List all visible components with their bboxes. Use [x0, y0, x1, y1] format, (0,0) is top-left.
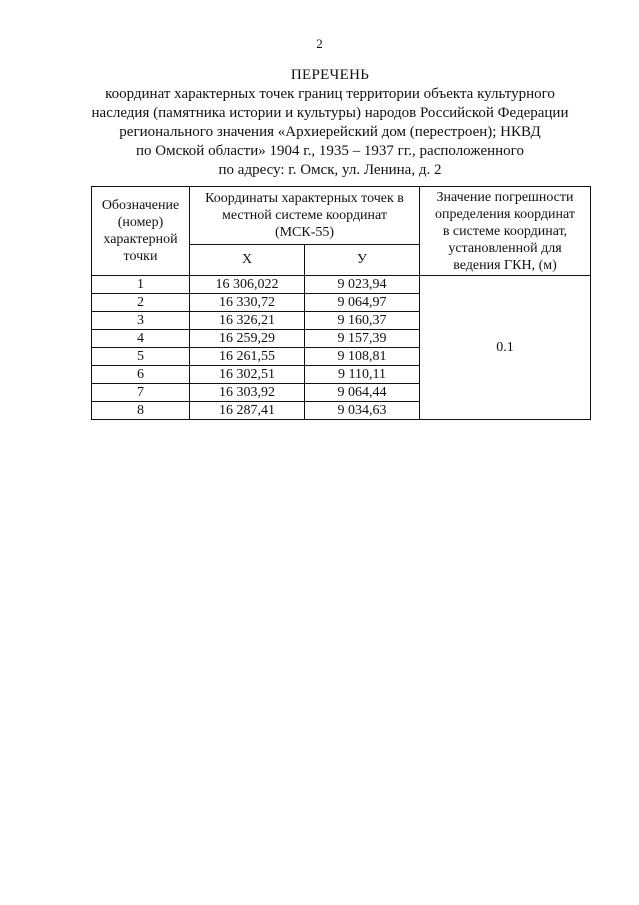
heading-line: по адресу: г. Омск, ул. Ленина, д. 2 — [218, 162, 442, 178]
heading-line: регионального значения «Архиерейский дом (перестроен); НКВД — [119, 124, 541, 140]
header-text: местной системе координат — [221, 208, 388, 223]
header-text: Обозначение — [101, 198, 180, 213]
header-x: X — [190, 245, 305, 276]
header-y: У — [305, 245, 420, 276]
header-text: определения координат — [435, 206, 575, 222]
point-number: 6 — [92, 366, 190, 384]
coord-y: 9 064,97 — [305, 294, 420, 312]
document-title: ПЕРЕЧЕНЬ — [290, 67, 370, 83]
header-text: точки — [123, 249, 158, 264]
header-text: Координаты характерных точек в — [205, 191, 404, 206]
coord-x: 16 303,92 — [190, 384, 305, 402]
document-heading — [60, 66, 600, 180]
header-text: Значение погрешности — [436, 189, 574, 205]
point-number: 8 — [92, 402, 190, 420]
coord-y: 9 064,44 — [305, 384, 420, 402]
table-row — [92, 276, 591, 294]
coord-x: 16 261,55 — [190, 348, 305, 366]
heading-line: наследия (памятника истории и культуры) народов Российской Федерации — [91, 105, 569, 121]
header-text: (номер) — [117, 215, 164, 230]
header-coordinates — [190, 187, 420, 245]
point-number: 7 — [92, 384, 190, 402]
coord-x: 16 306,022 — [190, 276, 305, 294]
coord-x: 16 302,51 — [190, 366, 305, 384]
header-text: установленной для — [448, 240, 562, 256]
heading-line: координат характерных точек границ территории объекта культурного — [105, 86, 555, 102]
coord-y: 9 110,11 — [305, 366, 420, 384]
coord-x: 16 259,29 — [190, 330, 305, 348]
point-number: 1 — [92, 276, 190, 294]
coord-x: 16 326,21 — [190, 312, 305, 330]
coord-y: 9 157,39 — [305, 330, 420, 348]
header-text: в системе координат, — [442, 223, 568, 239]
header-text: (МСК-55) — [274, 225, 335, 240]
coord-x: 16 287,41 — [190, 402, 305, 420]
point-number: 2 — [92, 294, 190, 312]
header-point-label — [92, 187, 190, 276]
header-text: характерной — [103, 232, 178, 247]
coordinates-table — [91, 186, 591, 420]
point-number: 5 — [92, 348, 190, 366]
page-number: 2 — [316, 36, 323, 51]
coord-x: 16 330,72 — [190, 294, 305, 312]
point-number: 3 — [92, 312, 190, 330]
header-accuracy — [420, 187, 591, 276]
coord-y: 9 034,63 — [305, 402, 420, 420]
header-text: ведения ГКН, (м) — [453, 257, 557, 273]
coord-y: 9 160,37 — [305, 312, 420, 330]
coord-y: 9 108,81 — [305, 348, 420, 366]
accuracy-value: 0.1 — [420, 276, 591, 420]
coord-y: 9 023,94 — [305, 276, 420, 294]
point-number: 4 — [92, 330, 190, 348]
heading-line: по Омской области» 1904 г., 1935 – 1937 гг., расположенного — [136, 143, 524, 159]
